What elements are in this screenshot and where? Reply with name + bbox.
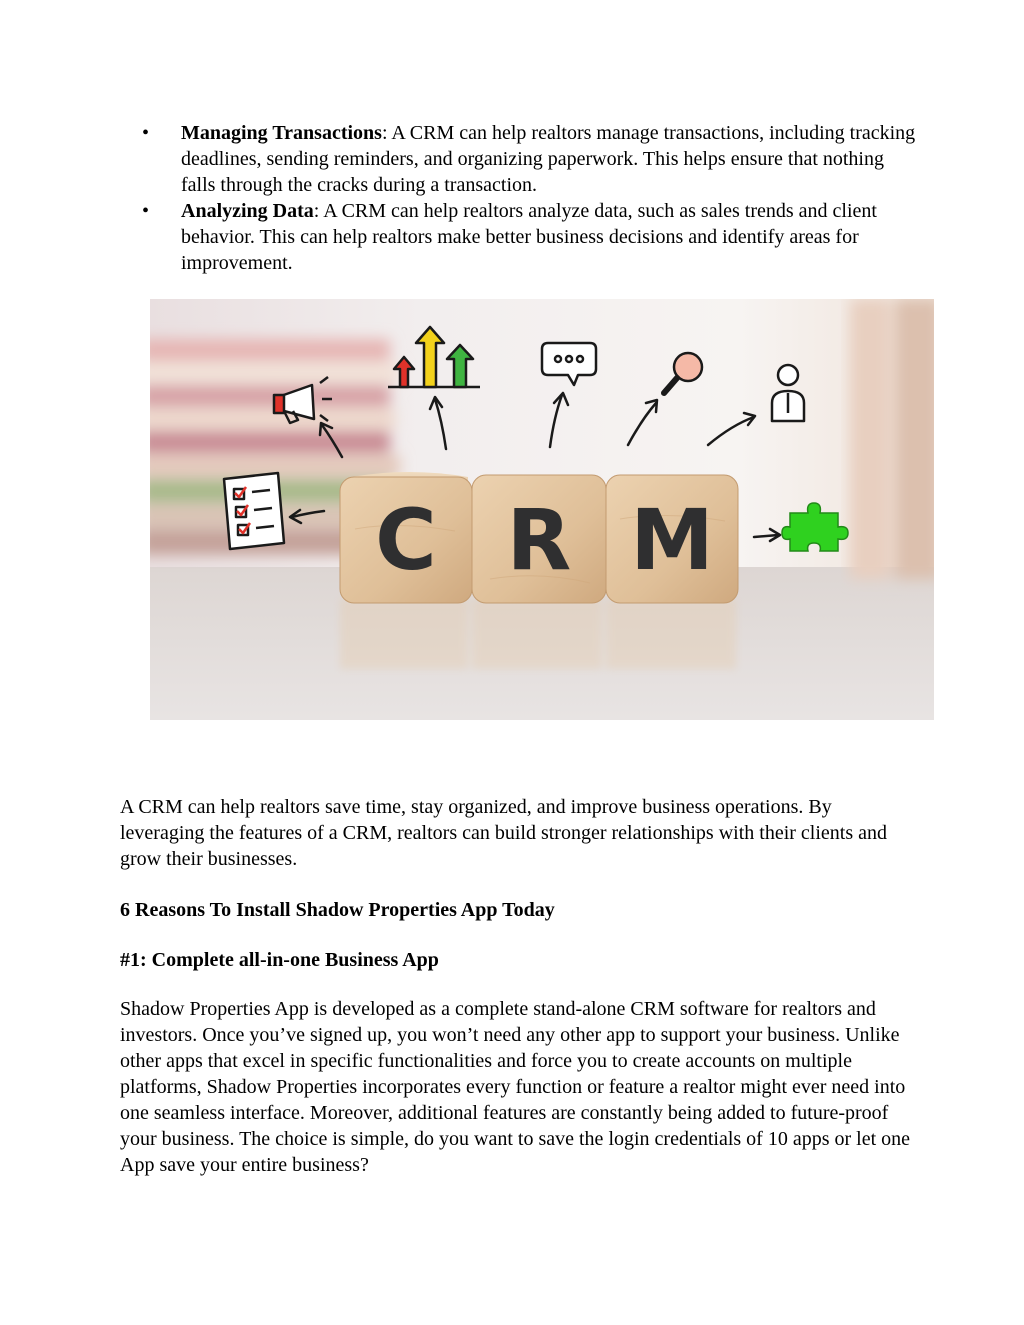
cube-letter-r: R bbox=[506, 491, 572, 589]
summary-paragraph: A CRM can help realtors save time, stay organized, and improve business operations. By leveraging the features of a CRM, realtors can build stronger relationships with their clients and grow their businesses. bbox=[120, 796, 888, 870]
cube-letter-c: C bbox=[375, 491, 437, 589]
bullet-dot: • bbox=[142, 122, 150, 144]
body-paragraph: Shadow Properties App is developed as a complete stand-alone CRM software for realtors and investors. Once you’ve signed up, you won’t need any other app to support your business. Unlike other apps that excel in specific functionalities and force you to create accounts on multiple platforms, Shadow Properties incorporates every function or feature a realtor might ever need into one seamless interface. Moreover, additional features are constantly being added to future-proof your business. The choice is simple, do you want to save the login credentials of 10 apps or let one App save your entire business? bbox=[120, 998, 911, 1176]
bullet-term: Managing Transactions bbox=[181, 122, 382, 144]
bullet-term: Analyzing Data bbox=[181, 200, 314, 222]
list-item bbox=[120, 120, 920, 198]
section-heading: 6 Reasons To Install Shadow Properties App Today bbox=[120, 899, 555, 921]
list-item bbox=[120, 198, 920, 276]
cube-letter-m: M bbox=[630, 491, 714, 589]
bullet-text: : A CRM can help realtors analyze data, such as sales trends and client behavior. This can help realtors make better business decisions and identify areas for improvement. bbox=[181, 200, 877, 274]
subsection-heading: #1: Complete all-in-one Business App bbox=[120, 949, 439, 971]
checklist-icon bbox=[224, 473, 284, 549]
bullet-list bbox=[120, 120, 920, 276]
bullet-dot: • bbox=[142, 200, 150, 222]
crm-illustration bbox=[150, 299, 934, 720]
bullet-text: : A CRM can help realtors manage transactions, including tracking deadlines, sending reminders, and organizing paperwork. This helps ensure that nothing falls through the cracks during a transaction. bbox=[181, 122, 916, 196]
